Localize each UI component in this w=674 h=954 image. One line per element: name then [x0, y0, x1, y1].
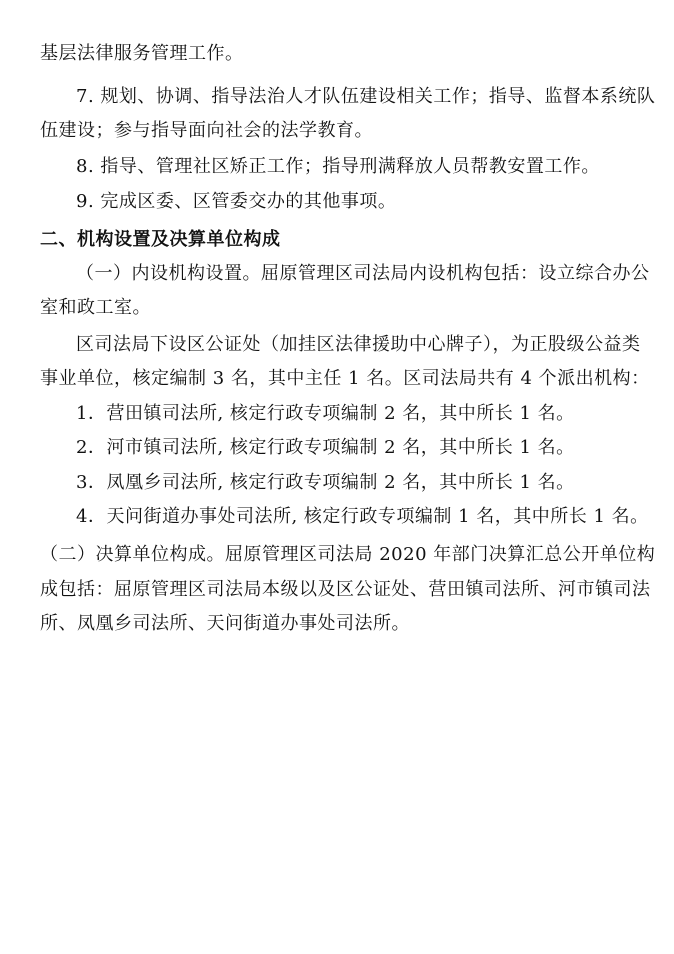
- list-item-2: 2．河市镇司法所, 核定行政专项编制 2 名，其中所长 1 名。: [76, 437, 575, 458]
- paragraph-line: 所、凤凰乡司法所、天问街道办事处司法所。: [40, 613, 410, 634]
- list-item-3: 3．凤凰乡司法所, 核定行政专项编制 2 名，其中所长 1 名。: [76, 472, 575, 493]
- list-item-1: 1．营田镇司法所, 核定行政专项编制 2 名，其中所长 1 名。: [76, 403, 575, 424]
- list-item-9: 9. 完成区委、区管委交办的其他事项。: [76, 191, 397, 212]
- section-heading: 二、机构设置及决算单位构成: [40, 229, 281, 250]
- paragraph-line: 事业单位，核定编制 3 名，其中主任 1 名。区司法局共有 4 个派出机构：: [40, 368, 650, 389]
- list-item-7: 7. 规划、协调、指导法治人才队伍建设相关工作；指导、监督本系统队: [76, 86, 656, 107]
- paragraph-line: （一）内设机构设置。屈原管理区司法局内设机构包括：设立综合办公: [76, 263, 650, 284]
- paragraph-line: 区司法局下设区公证处（加挂区法律援助中心牌子），为正股级公益类: [76, 334, 641, 355]
- list-item-4: 4．天问街道办事处司法所, 核定行政专项编制 1 名，其中所长 1 名。: [76, 506, 649, 527]
- list-item-8: 8. 指导、管理社区矫正工作；指导刑满释放人员帮教安置工作。: [76, 156, 600, 177]
- paragraph-line: （二）决算单位构成。屈原管理区司法局 2020 年部门决算汇总公开单位构: [40, 544, 656, 565]
- text-line: 伍建设；参与指导面向社会的法学教育。: [40, 120, 373, 141]
- paragraph-line: 成包括：屈原管理区司法局本级以及区公证处、营田镇司法所、河市镇司法: [40, 579, 651, 600]
- text-line: 基层法律服务管理工作。: [40, 43, 244, 64]
- paragraph-line: 室和政工室。: [40, 297, 151, 318]
